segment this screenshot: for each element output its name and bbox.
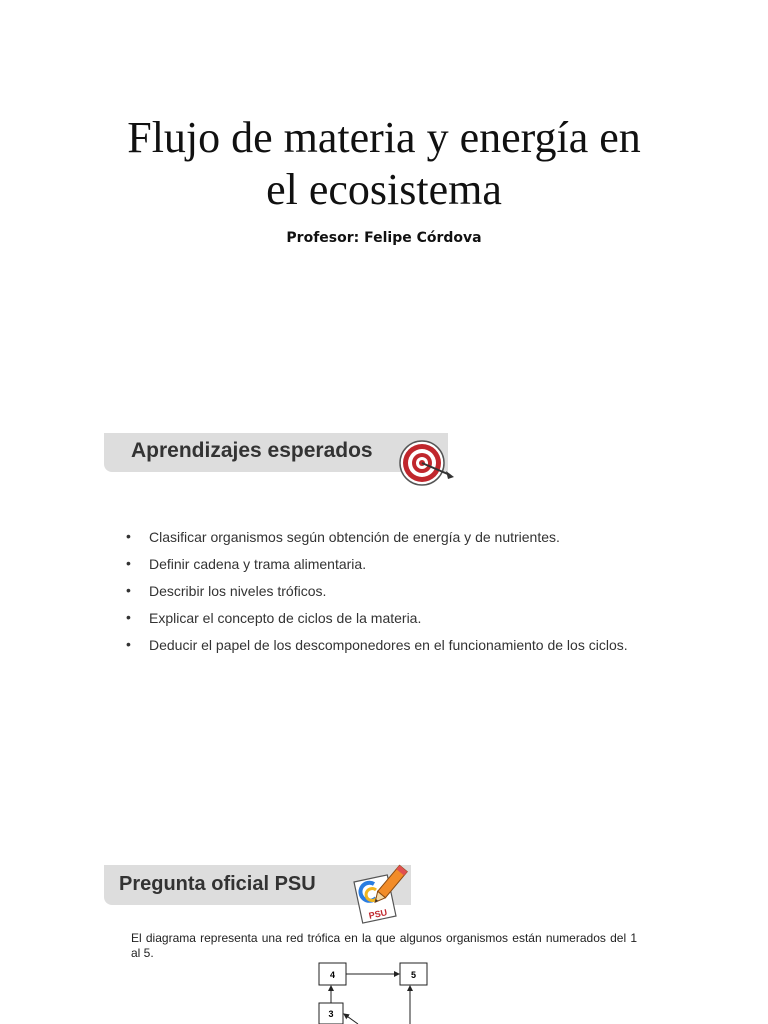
list-item: • Explicar el concepto de ciclos de la materia. — [122, 609, 646, 628]
list-item: • Deducir el papel de los descomponedores en el funcionamiento de los ciclos. — [122, 636, 646, 655]
diagram-node-5-label: 5 — [410, 970, 417, 980]
list-item: • Definir cadena y trama alimentaria. — [122, 555, 646, 574]
pencil-icon — [352, 862, 408, 926]
author-subtitle: Profesor: Felipe Córdova — [286, 230, 482, 246]
question-text: El diagrama representa una red trófica en la que algunos organismos están numerados del 1 al 5. — [131, 931, 637, 960]
list-item: • Describir los niveles tróficos. — [122, 582, 646, 601]
learning-goals-list — [122, 528, 646, 663]
food-web-diagram — [300, 958, 440, 1024]
psu-badge-label: PSU — [367, 907, 389, 921]
list-item: • Clasificar organismos según obtención de energía y de nutrientes. — [122, 528, 646, 547]
title-line-2: el ecosistema — [266, 165, 502, 214]
diagram-node-3-label: 3 — [328, 1009, 334, 1019]
diagram-arrow-to-3 — [344, 1014, 358, 1024]
diagram-node-4-label: 4 — [329, 970, 336, 980]
title-line-1: Flujo de materia y energía en — [127, 113, 641, 162]
psu-question-heading: Pregunta oficial PSU — [119, 873, 316, 895]
learning-goals-heading: Aprendizajes esperados — [131, 439, 373, 462]
page-title — [0, 112, 768, 216]
target-icon — [396, 437, 456, 487]
